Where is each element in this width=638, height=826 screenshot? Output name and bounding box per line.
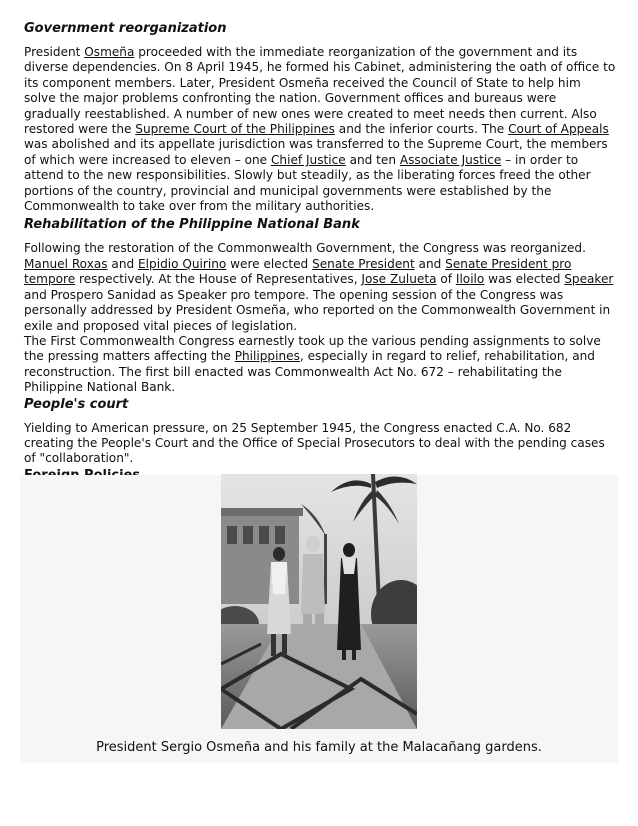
figure-caption: President Sergio Osmeña and his family at the Malacañang gardens. xyxy=(96,740,542,755)
text-run: , especially in regard to relief, rehabilitation, and reconstruction. The first bill enacted was Commonwealth Act No. 672 – rehabilitating the Philippine National Bank. xyxy=(24,349,595,395)
link-associate-justice[interactable]: Associate Justice xyxy=(399,152,502,167)
paragraph-government-reorganization xyxy=(24,45,616,214)
paragraph-first-congress xyxy=(24,334,616,396)
link-senate-president[interactable]: Senate President xyxy=(312,256,415,271)
figure-box xyxy=(20,475,618,763)
paragraph-congress-reorganized xyxy=(24,241,616,333)
document-page xyxy=(24,20,616,492)
link-chief-justice[interactable]: Chief Justice xyxy=(270,152,346,167)
text-run: and the inferior courts. The xyxy=(334,122,509,137)
text-run: was abolished and its appellate jurisdiction was transferred to the Supreme Court, the members of which were increased to eleven – one xyxy=(24,137,608,167)
text-run: respectively. At the House of Representatives, xyxy=(75,272,362,287)
text-run: and Prospero Sanidad as Speaker pro tempore. The opening session of the Congress was personally addressed by President Osmeña, who reported on the Commonwealth Government in exile and proposed vital pieces of legislation. xyxy=(24,287,611,333)
text-run: President xyxy=(24,45,85,59)
text-run: was elected xyxy=(484,272,565,287)
family-photo-image xyxy=(221,474,417,729)
link-speaker[interactable]: Speaker xyxy=(564,272,614,287)
text-run: – in order to attend to the new responsibilities. Slowly but steadily, as the liberating forces freed the other portions of the country, provincial and municipal governments were established by the Commonwealth to take over from the military authorities. xyxy=(24,152,591,214)
section-heading-government-reorganization: Government reorganization xyxy=(24,21,227,36)
section-heading-pnb-rehabilitation: Rehabilitation of the Philippine National Bank xyxy=(24,217,360,233)
text-run: and xyxy=(414,256,446,271)
link-iloilo[interactable]: Iloilo xyxy=(455,272,485,287)
text-run: Following the restoration of the Commonwealth Government, the Congress was reorganized. xyxy=(24,241,586,256)
link-osmena[interactable]: Osmeña xyxy=(84,45,135,59)
link-elpidio-quirino[interactable]: Elpidio Quirino xyxy=(138,256,227,271)
text-run: were elected xyxy=(226,256,313,271)
section-heading-peoples-court: People's court xyxy=(24,396,129,412)
text-run: and ten xyxy=(345,152,400,167)
link-court-of-appeals[interactable]: Court of Appeals xyxy=(508,122,609,137)
link-supreme-court[interactable]: Supreme Court of the Philippines xyxy=(135,122,335,137)
link-senate-president-pro-tempore[interactable]: Senate President pro tempore xyxy=(24,256,572,287)
text-run: of xyxy=(436,272,456,287)
link-manuel-roxas[interactable]: Manuel Roxas xyxy=(24,256,108,271)
paragraph-peoples-court: Yielding to American pressure, on 25 September 1945, the Congress enacted C.A. No. 682 creating the People's Court and the Office of Special Prosecutors to deal with the pending cases of "collaboration". xyxy=(24,420,605,466)
text-run: and xyxy=(107,256,139,271)
text-run: The First Commonwealth Congress earnestly took up the various pending assignments to solve the pressing matters affecting the xyxy=(24,333,601,364)
link-philippines[interactable]: Philippines xyxy=(234,349,300,364)
text-run: proceeded with the immediate reorganization of the government and its diverse dependencies. On 8 April 1945, he formed his Cabinet, administering the oath of office to its component members. Later, President Osmeña received the Council of State to help him solve the major problems confronting the nation. Government offices and bureaus were gradually reestablished. A number of new ones were created to meet needs then current. Also restored were the xyxy=(24,45,616,137)
link-jose-zulueta[interactable]: Jose Zulueta xyxy=(361,272,437,287)
